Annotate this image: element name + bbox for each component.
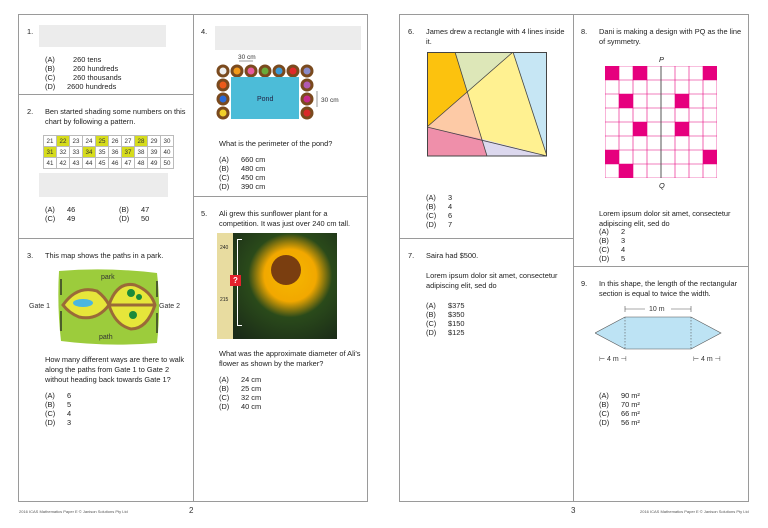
question-2 — [19, 95, 193, 239]
option-c[interactable]: (C) 450 cm — [219, 173, 266, 182]
option-d[interactable]: (D) 3 — [45, 418, 72, 427]
option-d[interactable]: (D) 2600 hundreds — [45, 82, 117, 91]
chart-cell: 29 — [148, 136, 161, 147]
label-q: Q — [659, 181, 665, 190]
chart-cell: 21 — [44, 136, 57, 147]
question-text: Ali grew this sunflower plant for a competition. It was just over 240 cm tall. — [219, 209, 351, 228]
option-c[interactable]: (C) 260 thousands — [45, 73, 122, 82]
footer-right: 2016 ICAS Mathematics Paper E © Janison Solutions Pty Ltd — [640, 509, 749, 514]
chart-cell: 40 — [161, 147, 174, 158]
options — [219, 375, 261, 411]
svg-text:Gate 2: Gate 2 — [159, 303, 181, 310]
page-number-right: 3 — [571, 506, 576, 515]
question-text: James drew a rectangle with 4 lines inside it. — [426, 27, 565, 46]
sunflower-image — [233, 233, 337, 339]
chart-cell: 33 — [70, 147, 83, 158]
svg-text:30 cm: 30 cm — [321, 97, 339, 104]
chart-cell: 48 — [135, 158, 148, 169]
question-number: 1. — [27, 27, 34, 36]
svg-text:Gate 1: Gate 1 — [29, 303, 51, 310]
sunflower-photo — [217, 233, 337, 339]
chart-cell: 41 — [44, 158, 57, 169]
question-prompt: What was the approximate diameter of Ali's flower as shown by the marker? — [219, 349, 361, 368]
chart-cell: 25 — [96, 136, 109, 147]
chart-cell: 28 — [135, 136, 148, 147]
chart-cell: 35 — [96, 147, 109, 158]
chart-cell: 47 — [122, 158, 135, 169]
question-marker: ? — [230, 275, 241, 286]
footer-left: 2016 ICAS Mathematics Paper E © Janison Solutions Pty Ltd — [19, 509, 128, 514]
option-c[interactable]: (C) $150 — [426, 319, 465, 328]
park-map — [27, 267, 187, 347]
option-c[interactable]: (C) 66 m² — [599, 409, 640, 418]
question-text: This map shows the paths in a park. — [45, 251, 164, 260]
chart-cell: 45 — [96, 158, 109, 169]
option-c[interactable]: (C) 6 — [426, 211, 453, 220]
question-8 — [573, 15, 748, 267]
chart-cell: 24 — [83, 136, 96, 147]
option-c[interactable]: (C) 4 — [45, 409, 72, 418]
number-chart — [43, 135, 174, 169]
svg-text:path: path — [99, 334, 113, 341]
question-3 — [19, 239, 193, 501]
option-d[interactable]: (D) $125 — [426, 328, 465, 337]
chart-cell: 22 — [57, 136, 70, 147]
option-a[interactable]: (A) 90 m² — [599, 391, 640, 400]
question-1 — [19, 15, 193, 95]
option-b[interactable]: (B) 5 — [45, 400, 72, 409]
options — [599, 391, 640, 427]
page-left — [18, 14, 368, 502]
question-9 — [573, 267, 748, 501]
question-prompt: Lorem ipsum dolor sit amet, consectetur adipiscing elit, sed do — [599, 209, 731, 228]
label-p: P — [659, 55, 664, 64]
question-number: 5. — [201, 209, 208, 218]
question-number: 3. — [27, 251, 34, 260]
question-prompt: Lorem ipsum dolor sit amet, consectetur adipiscing elit, sed do — [426, 271, 558, 290]
redacted-block — [215, 26, 361, 50]
options — [599, 227, 625, 263]
option-d[interactable]: (D) 7 — [426, 220, 453, 229]
question-number: 4. — [201, 27, 208, 36]
option-a[interactable]: (A) 2 — [599, 227, 626, 236]
option-d[interactable]: (D) 390 cm — [219, 182, 266, 191]
question-number: 7. — [408, 251, 415, 260]
chart-cell: 23 — [70, 136, 83, 147]
left-page-right-column — [193, 15, 367, 501]
option-d[interactable]: (D) 5 — [599, 254, 626, 263]
left-column — [19, 15, 194, 501]
option-b[interactable]: (B) 47 — [119, 205, 150, 214]
option-a[interactable]: (A) 260 tens — [45, 55, 102, 64]
option-a[interactable]: (A) 3 — [426, 193, 453, 202]
svg-text:30 cm: 30 cm — [238, 54, 256, 61]
question-5 — [193, 197, 367, 501]
svg-text:⊢ 4 m ⊣: ⊢ 4 m ⊣ — [693, 356, 721, 363]
chart-cell: 44 — [83, 158, 96, 169]
question-text: Ben started shading some numbers on this chart by following a pattern. — [45, 107, 186, 126]
question-text: In this shape, the length of the rectangular section is equal to twice the width. — [599, 279, 738, 298]
question-prompt: What is the perimeter of the pond? — [219, 139, 333, 148]
right-page-right-column — [573, 15, 748, 501]
option-b[interactable]: (B) 4 — [426, 202, 453, 211]
question-prompt: How many different ways are there to walk along the paths from Gate 1 to Gate 2 without heading back towards Gate 1? — [45, 355, 185, 384]
question-number: 9. — [581, 279, 588, 288]
option-b[interactable]: (B) 25 cm — [219, 384, 262, 393]
option-b[interactable]: (B) $350 — [426, 310, 465, 319]
redacted-block — [39, 25, 166, 47]
svg-text:10 m: 10 m — [649, 306, 665, 313]
options — [426, 301, 464, 337]
question-7 — [400, 239, 573, 501]
option-b[interactable]: (B) 480 cm — [219, 164, 266, 173]
chart-cell: 39 — [148, 147, 161, 158]
question-4 — [193, 15, 367, 197]
options — [426, 193, 452, 229]
page-number-left: 2 — [189, 506, 194, 515]
chart-cell: 27 — [122, 136, 135, 147]
question-number: 8. — [581, 27, 588, 36]
chart-cell: 49 — [148, 158, 161, 169]
redacted-block — [39, 173, 168, 197]
option-a[interactable]: (A) 24 cm — [219, 375, 262, 384]
chart-cell: 37 — [122, 147, 135, 158]
option-b[interactable]: (B) 260 hundreds — [45, 64, 119, 73]
page-right — [399, 14, 749, 502]
svg-text:Pond: Pond — [257, 96, 274, 103]
chart-cell: 43 — [70, 158, 83, 169]
option-c[interactable]: (C) 4 — [599, 245, 626, 254]
pond-diagram — [213, 53, 363, 125]
chart-cell: 30 — [161, 136, 174, 147]
option-a[interactable]: (A) 46 — [45, 205, 76, 214]
question-number: 2. — [27, 107, 34, 116]
option-b[interactable]: (B) 70 m² — [599, 400, 640, 409]
options — [45, 55, 122, 91]
hexagon-diagram — [595, 303, 725, 365]
svg-text:park: park — [101, 274, 115, 281]
option-d[interactable]: (D) 56 m² — [599, 418, 640, 427]
question-6 — [400, 15, 573, 239]
options — [45, 205, 175, 223]
chart-cell: 36 — [109, 147, 122, 158]
option-c[interactable]: (C) 32 cm — [219, 393, 262, 402]
symmetry-grid — [605, 66, 717, 178]
ruler: 240 215 — [217, 233, 233, 339]
chart-cell: 34 — [83, 147, 96, 158]
option-d[interactable]: (D) 50 — [119, 214, 150, 223]
chart-cell: 38 — [135, 147, 148, 158]
chart-cell: 31 — [44, 147, 57, 158]
option-c[interactable]: (C) 49 — [45, 214, 76, 223]
options — [45, 391, 71, 427]
options — [219, 155, 265, 191]
rectangle-diagram — [427, 52, 547, 158]
svg-text:⊢ 4 m ⊣: ⊢ 4 m ⊣ — [599, 356, 627, 363]
chart-cell: 32 — [57, 147, 70, 158]
chart-cell: 50 — [161, 158, 174, 169]
option-a[interactable]: (A) 6 — [45, 391, 72, 400]
chart-cell: 46 — [109, 158, 122, 169]
question-text: Saira had $500. — [426, 251, 479, 260]
option-d[interactable]: (D) 40 cm — [219, 402, 262, 411]
chart-cell: 26 — [109, 136, 122, 147]
option-b[interactable]: (B) 3 — [599, 236, 626, 245]
question-number: 6. — [408, 27, 415, 36]
option-a[interactable]: (A) 660 cm — [219, 155, 266, 164]
chart-cell: 42 — [57, 158, 70, 169]
right-page-left-column — [400, 15, 574, 501]
option-a[interactable]: (A) $375 — [426, 301, 465, 310]
question-text: Dani is making a design with PQ as the line of symmetry. — [599, 27, 742, 46]
